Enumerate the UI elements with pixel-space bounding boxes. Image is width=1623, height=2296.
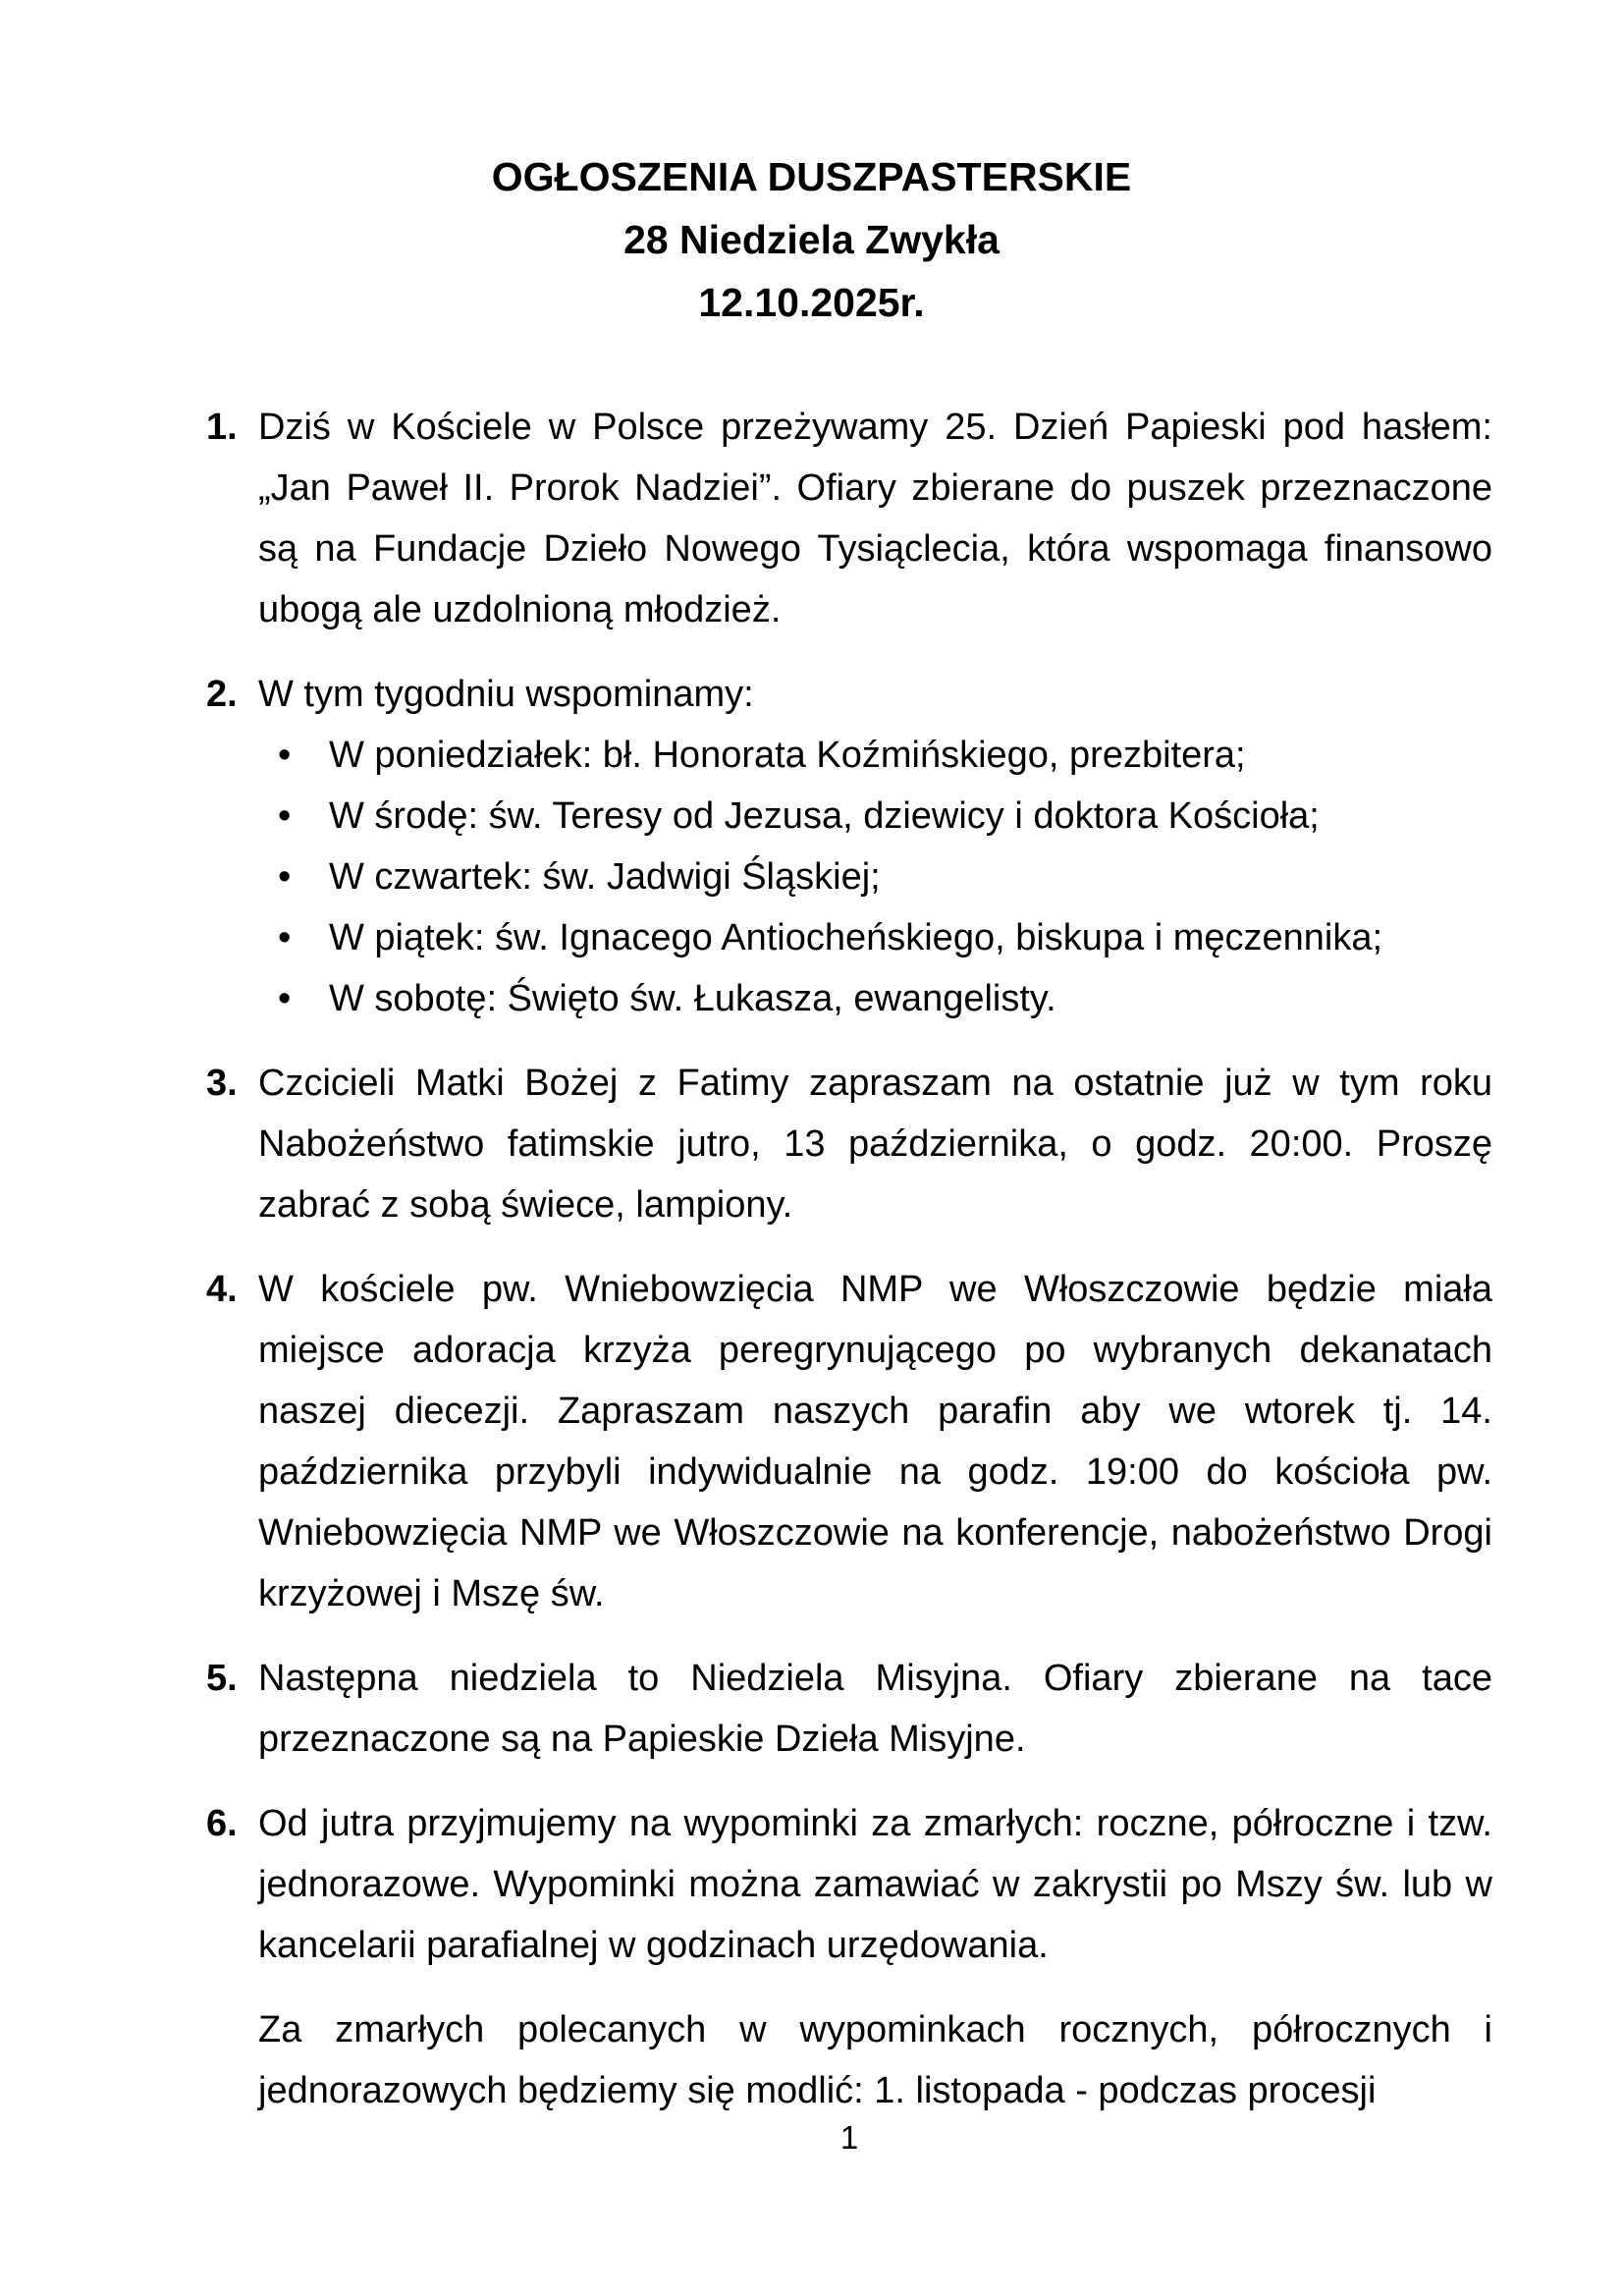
item-text: W kościele pw. Wniebowzięcia NMP we Włoszczowie będzie miała miejsce adoracja krzyża peregrynującego po wybranych dekanatach naszej diecezji. Zapraszam naszych parafin aby we wtorek tj. 14. października przybyli indywidualnie na godz. 19:00 do kościoła pw. Wniebowzięcia NMP we Włoszczowie na konferencje, nabożeństwo Drogi krzyżowej i Mszę św. [258,1269,1492,1614]
announcement-item-3 [206,1053,1492,1235]
bullet-item [258,786,1492,847]
bullet-list [258,725,1492,1029]
item-number: 3. [206,1063,238,1104]
item-text: Czcicieli Matki Bożej z Fatimy zapraszam na ostatnie już w tym roku Nabożeństwo fatimskie jutro, 13 października, o godz. 20:00. Proszę zabrać z sobą świece, lampiony. [258,1063,1492,1226]
title-line-3: 12.10.2025r. [698,280,925,325]
bullet-icon: • [278,856,292,898]
title-line-1: OGŁOSZENIA DUSZPASTERSKIE [491,154,1132,199]
bullet-text: W sobotę: Święto św. Łukasza, ewangelisty. [329,978,1056,1019]
bullet-icon: • [278,795,292,837]
item-number: 1. [206,407,238,448]
bullet-icon: • [278,917,292,958]
item-number: 2. [206,674,238,715]
bullet-text: W czwartek: św. Jadwigi Śląskiej; [329,856,881,898]
item-number: 6. [206,1803,238,1844]
bullet-item [258,725,1492,786]
page-number: 1 [839,2119,859,2156]
bullet-icon: • [278,978,292,1019]
bullet-icon: • [278,735,292,776]
item-number: 4. [206,1269,238,1310]
bullet-text: W środę: św. Teresy od Jezusa, dziewicy i doktora Kościoła; [329,795,1320,837]
bullet-text: W piątek: św. Ignacego Antiocheńskiego, biskupa i męczennika; [329,917,1383,958]
announcement-item-6 [206,1793,1492,2121]
item-text: Od jutra przyjmujemy na wypominki za zmarłych: roczne, półroczne i tzw. jednorazowe. Wypominki można zamawiać w zakrystii po Mszy św. lub w kancelarii parafialnej w godzinach urzędowania. [258,1803,1492,1966]
item-text-continued: Za zmarłych polecanych w wypominkach rocznych, półrocznych i jednorazowych będziemy się modlić: 1. listopada - podczas procesji [258,2009,1492,2111]
item-number: 5. [206,1658,238,1699]
announcement-list [206,397,1492,2121]
bullet-item [258,907,1492,968]
bullet-text: W poniedziałek: bł. Honorata Koźmińskiego, prezbitera; [329,735,1246,776]
document-title [0,0,1623,334]
item-text: Dziś w Kościele w Polsce przeżywamy 25. Dzień Papieski pod hasłem: „Jan Paweł II. Prorok Nadziei”. Ofiary zbierane do puszek przeznaczone są na Fundacje Dzieło Nowego Tysiąclecia, która wspomaga finansowo ubogą ale uzdolnioną młodzież. [258,407,1492,630]
bullet-item [258,968,1492,1029]
announcement-item-4 [206,1259,1492,1624]
item-text: W tym tygodniu wspominamy: [258,674,754,715]
item-text: Następna niedziela to Niedziela Misyjna. Ofiary zbierane na tace przeznaczone są na Papieskie Dzieła Misyjne. [258,1658,1492,1760]
announcement-item-5 [206,1648,1492,1770]
announcement-item-2 [206,664,1492,1029]
announcement-item-1 [206,397,1492,640]
bullet-item [258,847,1492,907]
title-line-2: 28 Niedziela Zwykła [623,217,1000,262]
